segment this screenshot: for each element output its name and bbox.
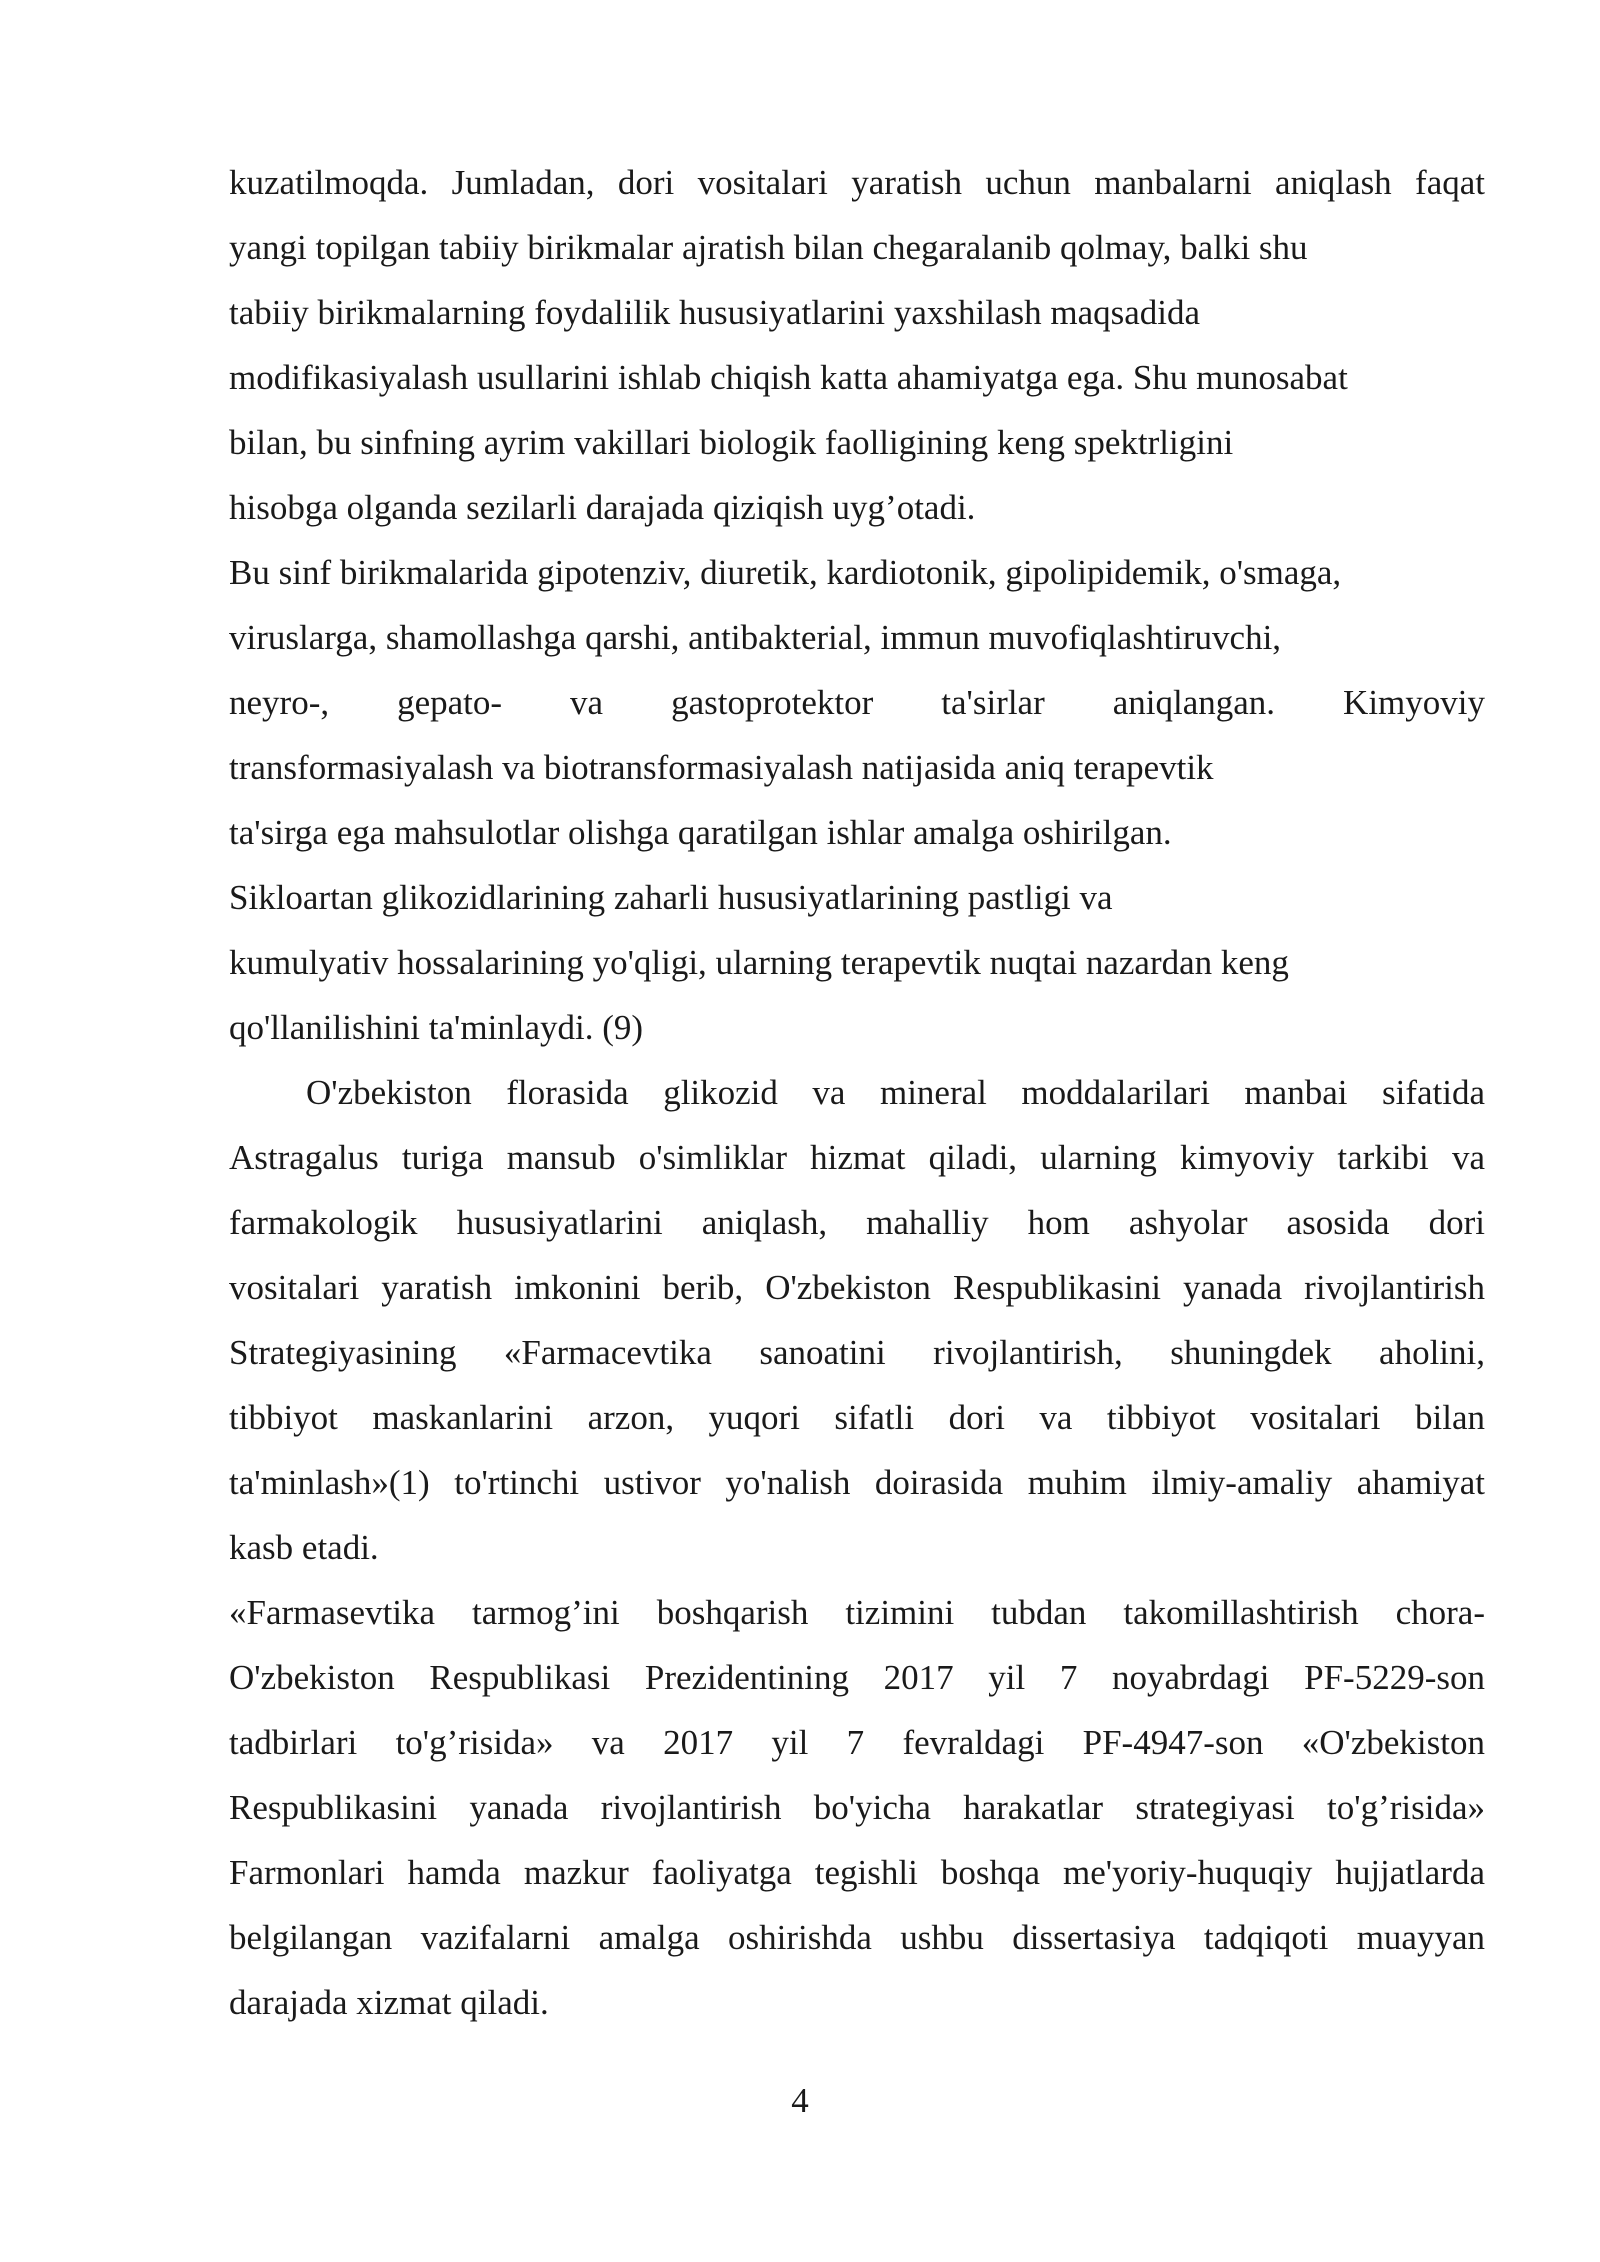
text-line: kasb etadi. <box>229 1528 379 1567</box>
text-line: vositalari yaratish imkonini berib, O'zbekiston Respublikasini yanada rivojlantirish <box>229 1268 1485 1307</box>
text-line: viruslarga, shamollashga qarshi, antibakterial, immun muvofiqlashtiruvchi, <box>229 618 1282 657</box>
text-line: kuzatilmoqda. Jumladan, dori vositalari yaratish uchun manbalarni aniqlash faqat <box>229 163 1485 202</box>
text-line: bilan, bu sinfning ayrim vakillari biologik faolligining keng spektrligini <box>229 423 1234 462</box>
text-line: tibbiyot maskanlarini arzon, yuqori sifatli dori va tibbiyot vositalari bilan <box>229 1398 1485 1437</box>
text-line: belgilangan vazifalarni amalga oshirishda ushbu dissertasiya tadqiqoti muayyan <box>229 1918 1485 1957</box>
text-line: kumulyativ hossalarining yo'qligi, ularning terapevtik nuqtai nazardan keng <box>229 943 1289 982</box>
paragraph-p3 <box>229 865 1485 1060</box>
text-line: «Farmasevtika tarmog’ini boshqarish tizimini tubdan takomillashtirish chora- <box>229 1593 1485 1632</box>
text-line: tadbirlari to'g’risida» va 2017 yil 7 fevraldagi PF-4947-son «O'zbekiston <box>229 1723 1485 1762</box>
body-text <box>229 150 1485 2035</box>
text-line: Farmonlari hamda mazkur faoliyatga tegishli boshqa me'yoriy-huquqiy hujjatlarda <box>229 1853 1485 1892</box>
text-line: O'zbekiston florasida glikozid va mineral moddalarilari manbai sifatida <box>306 1073 1485 1112</box>
text-line: darajada xizmat qiladi. <box>229 1983 549 2022</box>
text-line: Sikloartan glikozidlarining zaharli hususiyatlarining pastligi va <box>229 878 1113 917</box>
text-line: farmakologik hususiyatlarini aniqlash, mahalliy hom ashyolar asosida dori <box>229 1203 1485 1242</box>
text-line: Respublikasini yanada rivojlantirish bo'yicha harakatlar strategiyasi to'g’risida» <box>229 1788 1485 1827</box>
text-line: modifikasiyalash usullarini ishlab chiqish katta ahamiyatga ega. Shu munosabat <box>229 358 1348 397</box>
text-line: ta'minlash»(1) to'rtinchi ustivor yo'nalish doirasida muhim ilmiy-amaliy ahamiyat <box>229 1463 1485 1502</box>
text-line: Bu sinf birikmalarida gipotenziv, diuretik, kardiotonik, gipolipidemik, o'smaga, <box>229 553 1342 592</box>
paragraph-p4 <box>229 1060 1485 1580</box>
text-line: tabiiy birikmalarning foydalilik hususiyatlarini yaxshilash maqsadida <box>229 293 1201 332</box>
page-number: 4 <box>791 2081 809 2120</box>
paragraph-p5 <box>229 1580 1485 2035</box>
text-line: ta'sirga ega mahsulotlar olishga qaratilgan ishlar amalga oshirilgan. <box>229 813 1172 852</box>
text-line: hisobga olganda sezilarli darajada qiziqish uyg’otadi. <box>229 488 976 527</box>
text-line: Strategiyasining «Farmacevtika sanoatini rivojlantirish, shuningdek aholini, <box>229 1333 1485 1372</box>
text-line: qo'llanilishini ta'minlaydi. (9) <box>229 1008 644 1047</box>
text-line: neyro-, gepato- va gastoprotektor ta'sirlar aniqlangan. Kimyoviy <box>229 683 1485 722</box>
text-line: transformasiyalash va biotransformasiyalash natijasida aniq terapevtik <box>229 748 1214 787</box>
paragraph-p2 <box>229 540 1485 865</box>
paragraph-p1 <box>229 150 1485 540</box>
text-line: O'zbekiston Respublikasi Prezidentining 2017 yil 7 noyabrdagi PF-5229-son <box>229 1658 1485 1697</box>
text-line: Astragalus turiga mansub o'simliklar hizmat qiladi, ularning kimyoviy tarkibi va <box>229 1138 1485 1177</box>
text-line: yangi topilgan tabiiy birikmalar ajratish bilan chegaralanib qolmay, balki shu <box>229 228 1308 267</box>
